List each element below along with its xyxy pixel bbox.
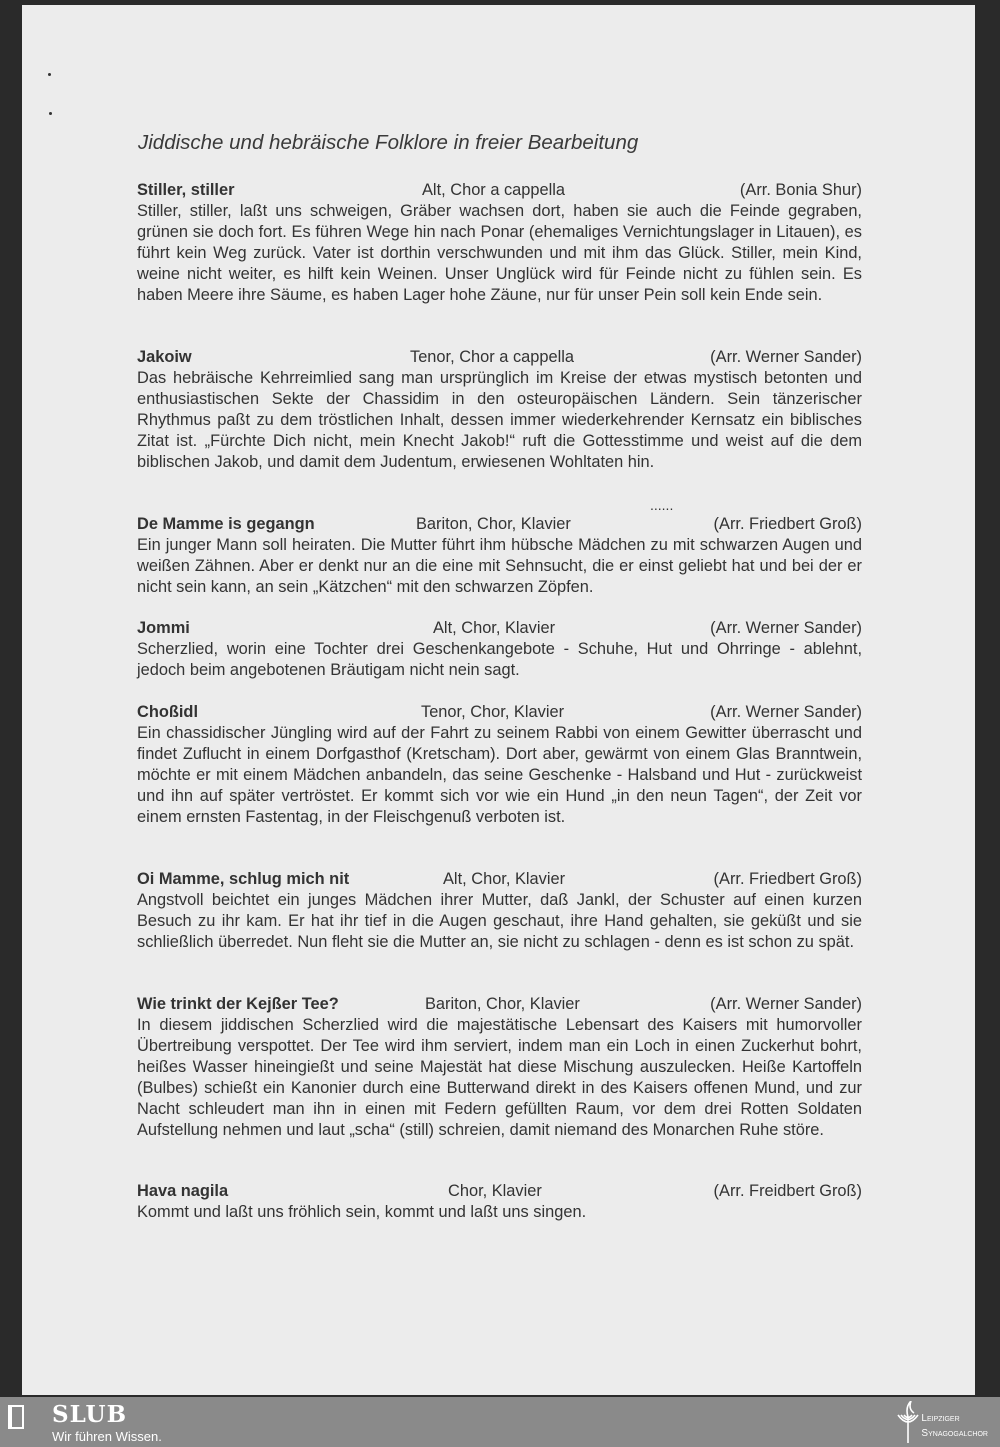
partner-line1: Leipziger [921, 1413, 960, 1424]
song-arranger: (Arr. Werner Sander) [710, 348, 862, 366]
song-entry [137, 994, 862, 1140]
song-voices: Tenor, Chor, Klavier [421, 703, 565, 721]
song-entry [137, 1181, 862, 1223]
song-arranger: (Arr. Werner Sander) [710, 995, 862, 1013]
punch-mark [48, 73, 51, 76]
song-title: Jakoiw [137, 348, 192, 366]
book-icon [8, 1405, 24, 1429]
song-title: Wie trinkt der Kejßer Tee? [137, 995, 339, 1013]
song-voices: Chor, Klavier [448, 1182, 542, 1200]
song-entry [137, 618, 862, 681]
song-arranger: (Arr. Werner Sander) [710, 619, 862, 637]
song-entry [137, 702, 862, 828]
song-voices: Alt, Chor, Klavier [433, 619, 556, 637]
slub-logo[interactable]: SLUB [52, 1401, 128, 1428]
song-description: Angstvoll beichtet ein junges Mädchen ihrer Mutter, daß Jankl, der Schuster auf einen kurzen Besuch zu ihr kam. Er hat ihr tief in die Augen geschaut, ihre Hand gehalten, sie geküßt und sie schließlich überredet. Nun fleht sie die Mutter an, sie nicht zu schlagen - denn es ist schon zu spät. [137, 891, 862, 951]
song-arranger: (Arr. Friedbert Groß) [713, 870, 862, 888]
song-voices: Tenor, Chor a cappella [410, 348, 575, 366]
partner-logo [921, 1411, 988, 1441]
song-description: Scherzlied, worin eine Tochter drei Geschenkangebote - Schuhe, Hut und Ohrringe - ablehnt, jedoch beim angebotenen Bräutigam nicht nein sagt. [137, 640, 862, 679]
song-description: In diesem jiddischen Scherzlied wird die majestätische Lebensart des Kaisers mit humorvoller Übertreibung verspottet. Der Tee wird ihm serviert, indem man ein Loch in einen Zuckerhut bohrt, heißes Wasser hineingießt und seine Majestät hat diese Mischung auszulecken. Heiße Kartoffeln (Bulbes) schießt ein Kanonier durch eine Butterwand direkt in des Kaisers offenen Mund, und zur Nacht schleudert man ihn in einen mit Federn gefüllten Raum, vor dem drei Rotten Soldaten Aufstellung nehmen und laut „scha“ (still) schreien, damit niemand des Monarchen Ruhe störe. [137, 1016, 862, 1139]
song-description: Kommt und laßt uns fröhlich sein, kommt und laßt uns singen. [137, 1203, 587, 1221]
song-voices: Bariton, Chor, Klavier [425, 995, 580, 1013]
song-entry [137, 347, 862, 473]
slogan: Wir führen Wissen. [52, 1429, 162, 1444]
song-title: Oi Mamme, schlug mich nit [137, 870, 350, 888]
partner-line2: Synagogalchor [921, 1428, 988, 1439]
footer-bar [0, 1397, 1000, 1447]
menorah-icon [895, 1401, 921, 1443]
punch-mark [49, 112, 52, 115]
song-title: Choßidl [137, 703, 198, 721]
song-arranger: (Arr. Friedbert Groß) [713, 515, 862, 533]
song-description: Ein junger Mann soll heiraten. Die Mutter führt ihm hübsche Mädchen zu mit schwarzen Augen und weißen Zähnen. Aber er denkt nur an die eine mit Sehnsucht, die er einst geliebt hat und bei der er nicht sein kann, an sein „Kätzchen“ mit den schwarzen Zöpfen. [137, 536, 862, 596]
song-description: Das hebräische Kehrreimlied sang man ursprünglich im Kreise der etwas mystisch betonten und enthusiastischen Sekte der Chassidim in den osteuropäischen Ländern. Sein tänzerischer Rhythmus paßt zu dem tröstlichen Inhalt, dessen immer wiederkehrender Kernsatz ein biblisches Zitat ist. „Fürchte Dich nicht, mein Knecht Jakob!“ ruft die Gottesstimme und weist auf die dem biblischen Jakob, und damit dem Judentum, erwiesenen Wohltaten hin. [137, 369, 862, 471]
song-entry [137, 869, 862, 953]
song-title: Hava nagila [137, 1182, 229, 1200]
page-title: Jiddische und hebräische Folklore in freier Bearbeitung [138, 131, 639, 154]
song-arranger: (Arr. Werner Sander) [710, 703, 862, 721]
song-voices: Alt, Chor a cappella [422, 181, 566, 199]
song-arranger: (Arr. Bonia Shur) [739, 181, 862, 199]
song-entry [137, 514, 862, 598]
song-description: Ein chassidischer Jüngling wird auf der Fahrt zu seinem Rabbi von einem Gewitter überrascht und findet Zuflucht in einem Dorfgasthof (Kretscham). Dort aber, gewärmt von einem Glas Branntwein, möchte er mit einem Mädchen anbandeln, das seine Geschenke - Halsband und Hut - zurückweist und ihn auf später vertröstet. Er kommt sich vor wie ein Hund „in den neun Tagen“, der Zeit vor einem ernsten Fastentag, in der Fleischgenuß verboten ist. [137, 724, 862, 826]
song-arranger: (Arr. Freidbert Groß) [713, 1182, 862, 1200]
song-title: Jommi [137, 619, 190, 637]
separator: ...... [650, 497, 674, 513]
song-voices: Bariton, Chor, Klavier [416, 515, 571, 533]
song-description: Stiller, stiller, laßt uns schweigen, Gräber wachsen dort, haben sie auch die Feinde gegraben, grünen sie doch fort. Es führen Wege hin nach Ponar (ehemaliges Vernichtungslager in Litauen), es führt kein Weg zurück. Vater ist dorthin verschwunden und mit ihm das Glück. Stiller, mein Kind, weine nicht weiter, es hilft kein Weinen. Unser Unglück wird für Feinde nicht zu fühlen sein. Es haben Meere ihre Säume, es haben Lager hohe Zäune, nur für unser Pein soll kein Ende sein. [137, 202, 862, 304]
song-title: De Mamme is gegangn [137, 515, 315, 533]
song-voices: Alt, Chor, Klavier [443, 870, 566, 888]
song-title: Stiller, stiller [137, 181, 235, 199]
song-entry [137, 180, 862, 306]
